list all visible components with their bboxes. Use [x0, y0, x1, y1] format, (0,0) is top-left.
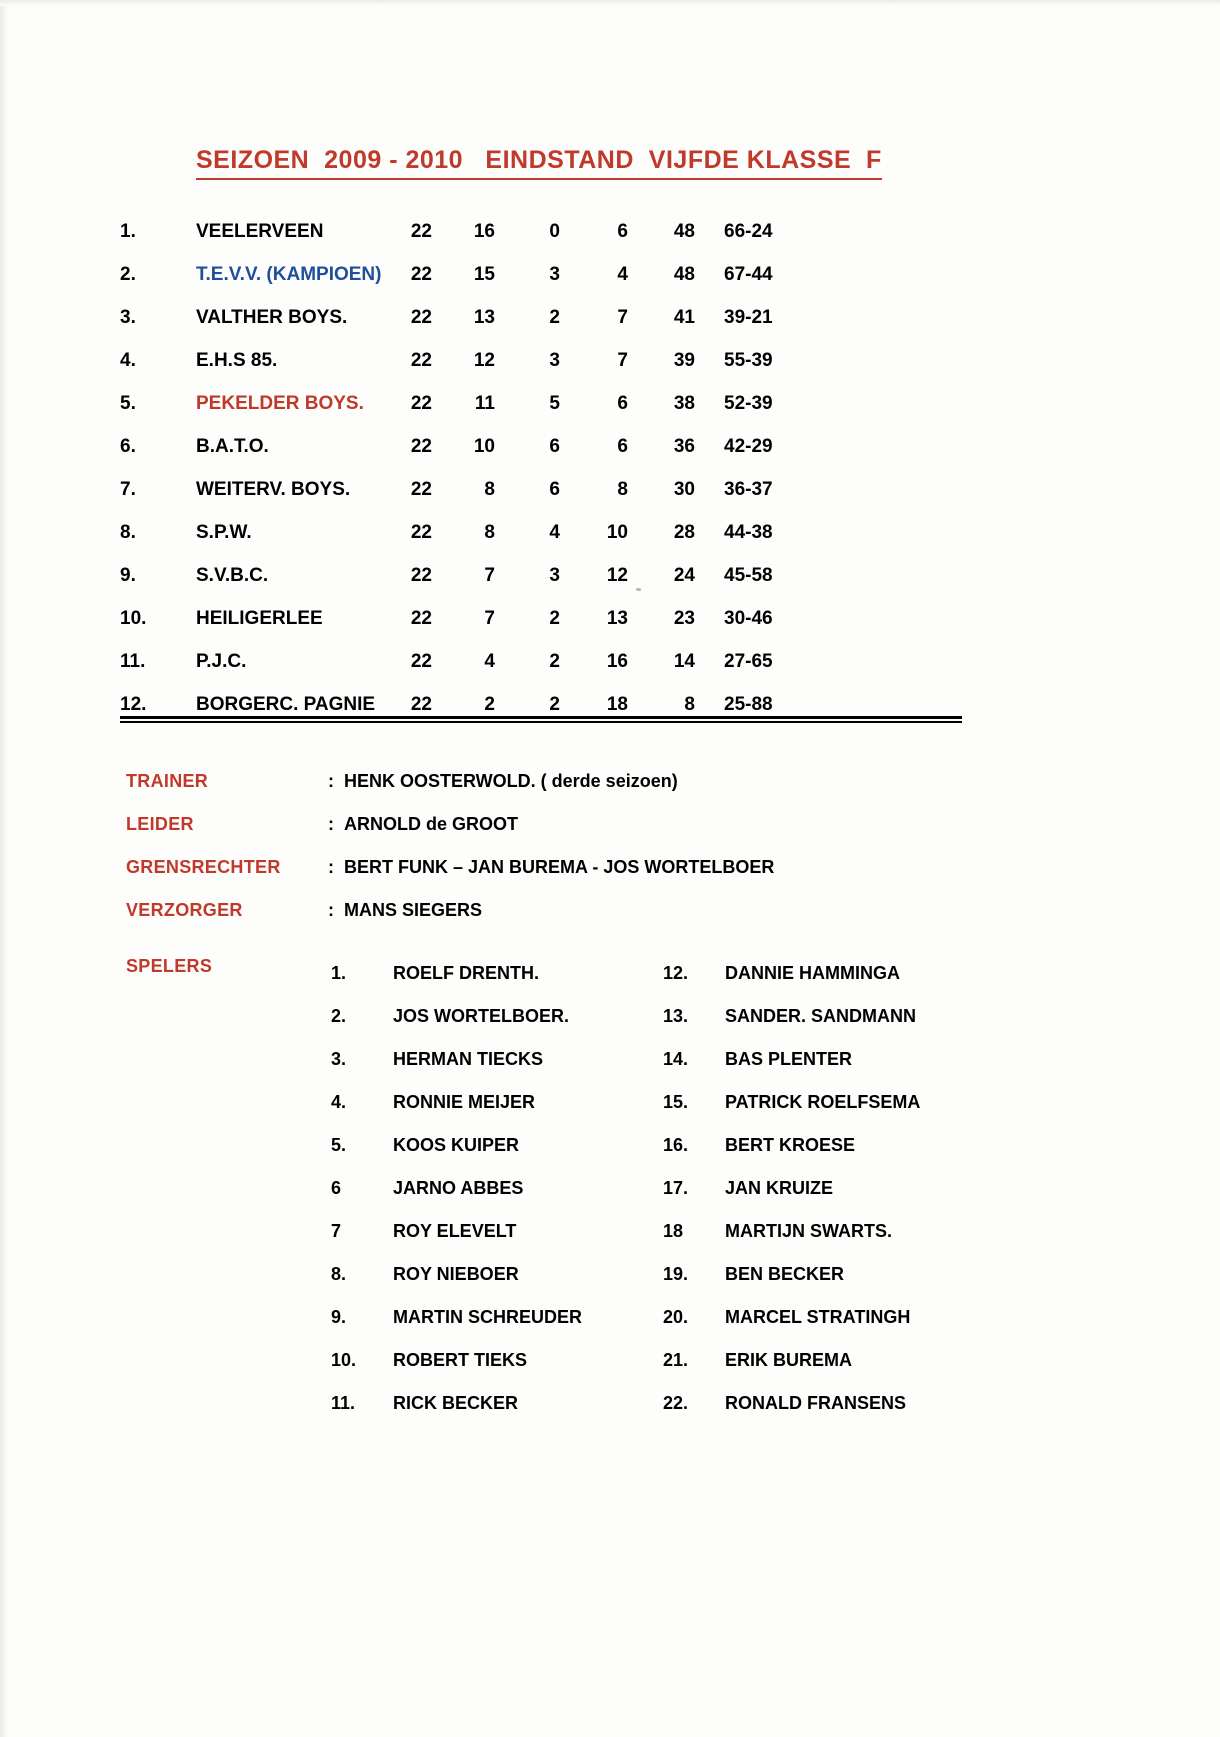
- staff-role-label: TRAINER: [126, 771, 209, 791]
- player-name: JARNO ABBES: [393, 1178, 524, 1198]
- cell-won: 12: [473, 350, 495, 371]
- cell-points: 14: [673, 651, 695, 672]
- cell-played: 22: [410, 651, 432, 672]
- scan-edge-top: [0, 0, 1220, 6]
- cell-pos: 10.: [120, 608, 147, 629]
- table-row: [120, 468, 1020, 511]
- cell-won: 15: [473, 264, 495, 285]
- player-name: BERT KROESE: [725, 1135, 856, 1155]
- cell-pos: 1.: [120, 221, 136, 242]
- cell-lost: 6: [617, 221, 628, 242]
- cell-lost: 6: [617, 436, 628, 457]
- standings-table: [120, 210, 1020, 726]
- cell-points: 30: [673, 479, 695, 500]
- player-number: 10.: [331, 1350, 357, 1370]
- player-number: 13.: [663, 1006, 689, 1026]
- player-row: [126, 952, 1106, 995]
- cell-lost: 12: [606, 565, 628, 586]
- cell-pos: 5.: [120, 393, 136, 414]
- player-row: [126, 1210, 1106, 1253]
- cell-lost: 10: [606, 522, 628, 543]
- cell-played: 22: [410, 264, 432, 285]
- player-name: MARCEL STRATINGH: [725, 1307, 911, 1327]
- cell-played: 22: [410, 436, 432, 457]
- cell-goals: 44-38: [724, 522, 773, 543]
- cell-pos: 7.: [120, 479, 136, 500]
- cell-won: 4: [484, 651, 495, 672]
- cell-drawn: 3: [549, 565, 560, 586]
- cell-pos: 8.: [120, 522, 136, 543]
- cell-drawn: 2: [549, 694, 560, 715]
- cell-played: 22: [410, 350, 432, 371]
- player-number: 2.: [331, 1006, 347, 1026]
- player-name: RICK BECKER: [393, 1393, 519, 1413]
- cell-points: 48: [673, 221, 695, 242]
- table-row: [120, 554, 1020, 597]
- cell-lost: 6: [617, 393, 628, 414]
- table-row: [120, 382, 1020, 425]
- cell-drawn: 4: [549, 522, 560, 543]
- players-section-label: SPELERS: [126, 956, 213, 976]
- cell-goals: 67-44: [724, 264, 773, 285]
- cell-pos: 6.: [120, 436, 136, 457]
- cell-goals: 39-21: [724, 307, 773, 328]
- staff-row: [126, 803, 1026, 846]
- cell-goals: 55-39: [724, 350, 773, 371]
- table-row: [120, 597, 1020, 640]
- cell-points: 8: [684, 694, 695, 715]
- staff-list: [126, 760, 1026, 932]
- player-row: [126, 1081, 1106, 1124]
- cell-lost: 13: [606, 608, 628, 629]
- cell-drawn: 6: [549, 479, 560, 500]
- table-row: [120, 210, 1020, 253]
- cell-goals: 45-58: [724, 565, 773, 586]
- player-row: [126, 995, 1106, 1038]
- cell-pos: 4.: [120, 350, 136, 371]
- player-number: 9.: [331, 1307, 347, 1327]
- player-number: 21.: [663, 1350, 689, 1370]
- player-row: [126, 1339, 1106, 1382]
- cell-goals: 36-37: [724, 479, 773, 500]
- table-row: [120, 296, 1020, 339]
- cell-played: 22: [410, 393, 432, 414]
- cell-points: 28: [673, 522, 695, 543]
- player-name: JAN KRUIZE: [725, 1178, 834, 1198]
- cell-won: 2: [484, 694, 495, 715]
- player-name: MARTIN SCHREUDER: [393, 1307, 582, 1327]
- cell-drawn: 2: [549, 608, 560, 629]
- player-row: [126, 1124, 1106, 1167]
- player-name: PATRICK ROELFSEMA: [725, 1092, 921, 1112]
- cell-won: 13: [473, 307, 495, 328]
- table-row: [120, 511, 1020, 554]
- cell-won: 8: [484, 522, 495, 543]
- cell-won: 7: [484, 565, 495, 586]
- cell-points: 24: [673, 565, 695, 586]
- table-row: [120, 640, 1020, 683]
- cell-points: 36: [673, 436, 695, 457]
- staff-row: [126, 846, 1026, 889]
- cell-goals: 42-29: [724, 436, 773, 457]
- cell-points: 39: [673, 350, 695, 371]
- cell-points: 41: [673, 307, 695, 328]
- player-name: RONNIE MEIJER: [393, 1092, 536, 1112]
- cell-played: 22: [410, 479, 432, 500]
- staff-colon: :: [328, 900, 334, 920]
- cell-played: 22: [410, 694, 432, 715]
- cell-goals: 52-39: [724, 393, 773, 414]
- cell-pos: 3.: [120, 307, 136, 328]
- player-name: ROBERT TIEKS: [393, 1350, 528, 1370]
- player-name: ROY ELEVELT: [393, 1221, 517, 1241]
- scan-edge-left: [0, 0, 8, 1737]
- cell-team: B.A.T.O.: [196, 436, 269, 457]
- cell-won: 8: [484, 479, 495, 500]
- cell-pos: 9.: [120, 565, 136, 586]
- cell-played: 22: [410, 608, 432, 629]
- player-name: ROY NIEBOER: [393, 1264, 519, 1284]
- cell-team: PEKELDER BOYS.: [196, 393, 364, 414]
- cell-played: 22: [410, 307, 432, 328]
- player-name: SANDER. SANDMANN: [725, 1006, 917, 1026]
- cell-goals: 30-46: [724, 608, 773, 629]
- table-row: [120, 425, 1020, 468]
- player-name: BAS PLENTER: [725, 1049, 853, 1069]
- player-name: BEN BECKER: [725, 1264, 845, 1284]
- cell-team: T.E.V.V. (KAMPIOEN): [196, 264, 382, 285]
- cell-lost: 4: [617, 264, 628, 285]
- player-number: 20.: [663, 1307, 689, 1327]
- player-number: 7: [331, 1221, 342, 1241]
- staff-row: [126, 760, 1026, 803]
- staff-colon: :: [328, 814, 334, 834]
- player-number: 16.: [663, 1135, 689, 1155]
- cell-goals: 66-24: [724, 221, 773, 242]
- cell-drawn: 3: [549, 264, 560, 285]
- cell-pos: 2.: [120, 264, 136, 285]
- cell-points: 38: [673, 393, 695, 414]
- cell-drawn: 6: [549, 436, 560, 457]
- cell-lost: 18: [606, 694, 628, 715]
- staff-role-value: HENK OOSTERWOLD. ( derde seizoen): [344, 771, 678, 791]
- player-number: 6: [331, 1178, 342, 1198]
- player-number: 1.: [331, 963, 347, 983]
- player-number: 15.: [663, 1092, 689, 1112]
- player-name: DANNIE HAMMINGA: [725, 963, 900, 983]
- player-row: [126, 1296, 1106, 1339]
- cell-goals: 27-65: [724, 651, 773, 672]
- player-name: RONALD FRANSENS: [725, 1393, 907, 1413]
- page-title: SEIZOEN 2009 - 2010 EINDSTAND VIJFDE KLASSE F: [196, 146, 882, 180]
- player-number: 18: [663, 1221, 684, 1241]
- player-name: ERIK BUREMA: [725, 1350, 853, 1370]
- cell-drawn: 0: [549, 221, 560, 242]
- player-row: [126, 1167, 1106, 1210]
- player-number: 3.: [331, 1049, 347, 1069]
- cell-lost: 7: [617, 307, 628, 328]
- player-name: ROELF DRENTH.: [393, 963, 539, 983]
- staff-role-value: BERT FUNK – JAN BUREMA - JOS WORTELBOER: [344, 857, 775, 877]
- player-number: 12.: [663, 963, 689, 983]
- player-number: 5.: [331, 1135, 347, 1155]
- player-number: 14.: [663, 1049, 689, 1069]
- cell-lost: 7: [617, 350, 628, 371]
- cell-team: E.H.S 85.: [196, 350, 278, 371]
- cell-won: 10: [473, 436, 495, 457]
- player-name: HERMAN TIECKS: [393, 1049, 544, 1069]
- cell-team: P.J.C.: [196, 651, 247, 672]
- staff-role-label: VERZORGER: [126, 900, 243, 920]
- table-row: [120, 253, 1020, 296]
- staff-colon: :: [328, 771, 334, 791]
- cell-team: S.V.B.C.: [196, 565, 269, 586]
- cell-won: 16: [473, 221, 495, 242]
- player-number: 17.: [663, 1178, 689, 1198]
- cell-lost: 16: [606, 651, 628, 672]
- player-number: 11.: [331, 1393, 356, 1413]
- standings-bottom-rule: [120, 716, 962, 723]
- cell-won: 7: [484, 608, 495, 629]
- cell-drawn: 3: [549, 350, 560, 371]
- staff-role-value: ARNOLD de GROOT: [344, 814, 518, 834]
- player-row: [126, 1253, 1106, 1296]
- player-name: MARTIJN SWARTS.: [725, 1221, 893, 1241]
- staff-role-label: LEIDER: [126, 814, 194, 834]
- cell-played: 22: [410, 522, 432, 543]
- cell-team: WEITERV. BOYS.: [196, 479, 351, 500]
- player-number: 22.: [663, 1393, 689, 1413]
- cell-won: 11: [474, 393, 495, 414]
- player-number: 8.: [331, 1264, 347, 1284]
- cell-pos: 11.: [120, 651, 146, 672]
- cell-drawn: 5: [549, 393, 560, 414]
- player-name: KOOS KUIPER: [393, 1135, 520, 1155]
- players-grid: [126, 952, 1106, 1425]
- scan-speck: [636, 588, 641, 591]
- player-number: 4.: [331, 1092, 347, 1112]
- table-row: [120, 339, 1020, 382]
- cell-team: VEELERVEEN: [196, 221, 324, 242]
- staff-role-value: MANS SIEGERS: [344, 900, 483, 920]
- cell-played: 22: [410, 221, 432, 242]
- cell-pos: 12.: [120, 694, 147, 715]
- cell-drawn: 2: [549, 307, 560, 328]
- player-row: [126, 1382, 1106, 1425]
- cell-lost: 8: [617, 479, 628, 500]
- staff-row: [126, 889, 1026, 932]
- cell-points: 48: [673, 264, 695, 285]
- staff-colon: :: [328, 857, 334, 877]
- player-number: 19.: [663, 1264, 689, 1284]
- staff-role-label: GRENSRECHTER: [126, 857, 281, 877]
- cell-team: S.P.W.: [196, 522, 252, 543]
- cell-team: HEILIGERLEE: [196, 608, 323, 629]
- cell-team: VALTHER BOYS.: [196, 307, 348, 328]
- cell-goals: 25-88: [724, 694, 773, 715]
- cell-points: 23: [673, 608, 695, 629]
- cell-played: 22: [410, 565, 432, 586]
- cell-team: BORGERC. PAGNIE: [196, 694, 376, 715]
- player-row: [126, 1038, 1106, 1081]
- cell-drawn: 2: [549, 651, 560, 672]
- player-name: JOS WORTELBOER.: [393, 1006, 570, 1026]
